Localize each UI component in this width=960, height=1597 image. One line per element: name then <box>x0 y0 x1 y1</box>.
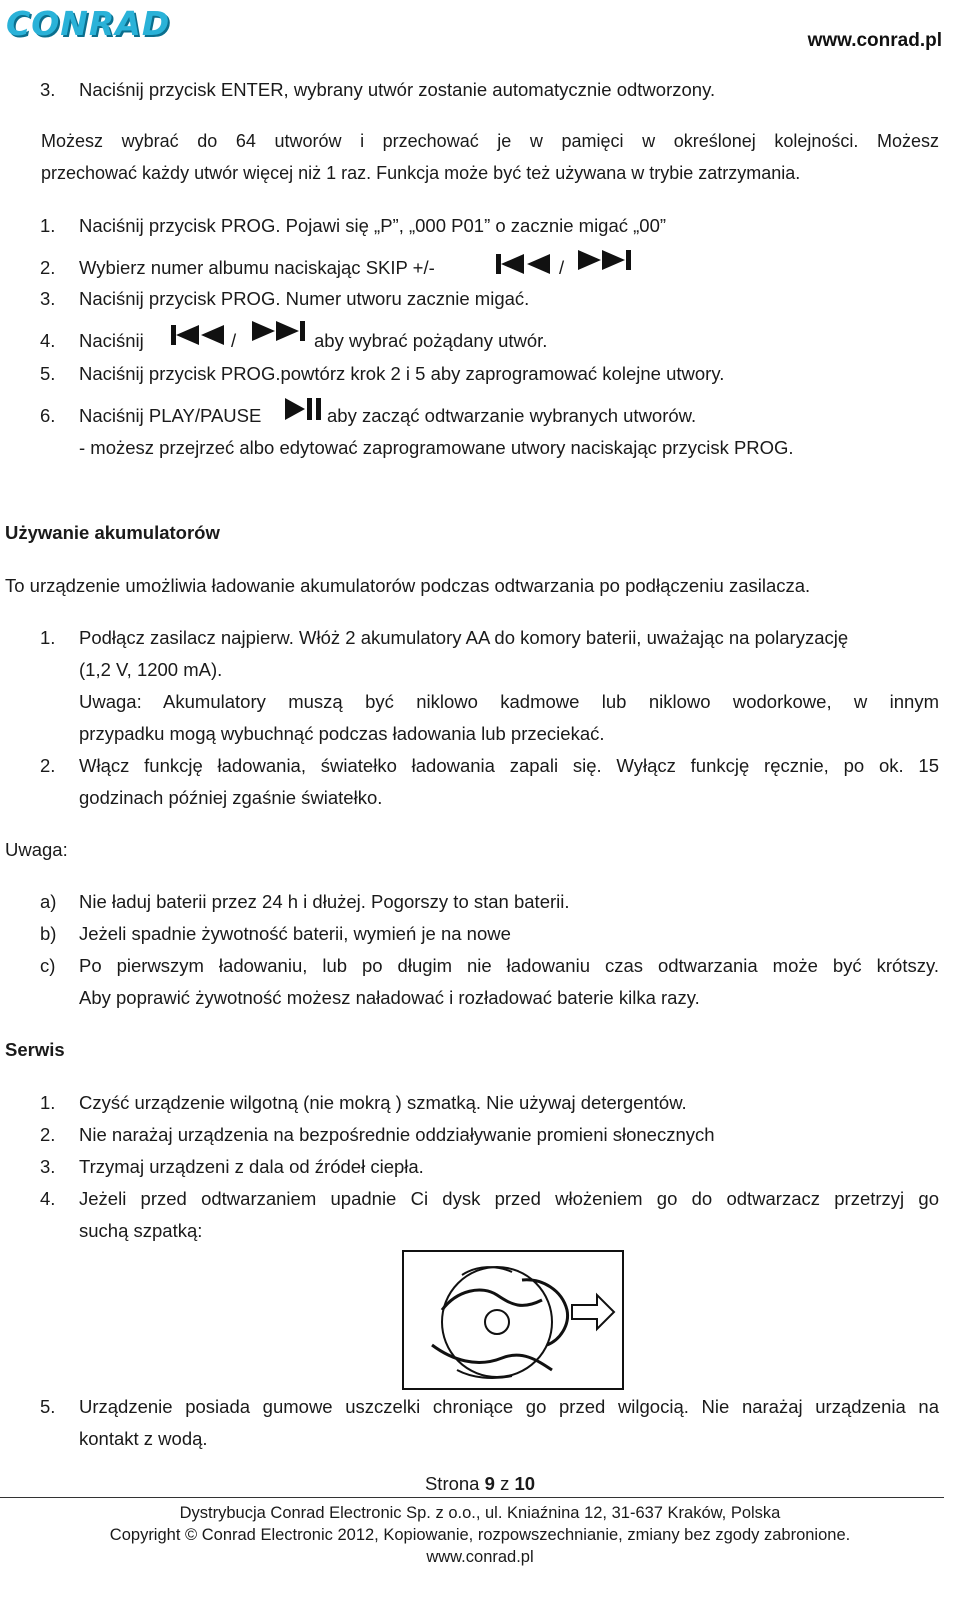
note-text: Aby poprawić żywotność możesz naładować i rozładować baterie kilka razy. <box>79 987 700 1008</box>
note-text: Nie ładuj baterii przez 24 h i dłużej. Pogorszy to stan baterii. <box>79 891 570 912</box>
section-heading: Używanie akumulatorów <box>5 522 220 543</box>
list-text: kontakt z wodą. <box>79 1428 208 1449</box>
section-heading: Serwis <box>5 1039 65 1060</box>
note-letter: c) <box>40 955 56 976</box>
step-text: Naciśnij <box>79 330 144 351</box>
step-text: Wybierz numer albumu naciskając SKIP +/- <box>79 257 435 278</box>
conrad-logo: CONRAD <box>6 4 171 43</box>
list-text: suchą szpatką: <box>79 1220 203 1241</box>
list-number: 2. <box>40 755 56 776</box>
list-number: 1. <box>40 627 56 648</box>
list-text: godzinach później zgaśnie światełko. <box>79 787 383 808</box>
list-number: 1. <box>40 1092 56 1113</box>
list-text: Nie narażaj urządzenia na bezpośrednie oddziaływanie promieni słonecznych <box>79 1124 715 1145</box>
section-intro: To urządzenie umożliwia ładowanie akumulatorów podczas odtwarzania po podłączeniu zasilacza. <box>5 575 811 596</box>
step-number: 6. <box>40 405 56 426</box>
list-text: Włącz funkcję ładowania, światełko ładowania zapali się. Wyłącz funkcję ręcznie, po ok. 15 <box>79 755 939 776</box>
step-number: 2. <box>40 257 56 278</box>
skip-back-icon <box>171 323 225 347</box>
list-text: Jeżeli przed odtwarzaniem upadnie Ci dysk przed włożeniem go do odtwarzacz przetrzyj go <box>79 1188 939 1209</box>
step-text: Naciśnij PLAY/PAUSE <box>79 405 262 426</box>
intro-line: przechować każdy utwór więcej niż 1 raz. Funkcja może być też używana w trybie zatrzymania. <box>41 163 801 183</box>
list-number: 2. <box>40 1124 56 1145</box>
footer-divider <box>0 1497 944 1498</box>
step-number: 5. <box>40 363 56 384</box>
list-number: 5. <box>40 1396 56 1417</box>
list-text: przypadku mogą wybuchnąć podczas ładowania lub przeciekać. <box>79 723 605 744</box>
separator: / <box>559 257 565 278</box>
step-number: 3. <box>40 79 56 100</box>
skip-forward-icon <box>578 248 632 272</box>
skip-back-icon <box>496 252 552 276</box>
list-text: Czyść urządzenie wilgotną (nie mokrą ) szmatką. Nie używaj detergentów. <box>79 1092 687 1113</box>
list-text: Podłącz zasilacz najpierw. Włóż 2 akumulatory AA do komory baterii, uważając na polaryzację <box>79 627 849 648</box>
list-text: Trzymaj urządzeni z dala od źródeł ciepła. <box>79 1156 424 1177</box>
footer-copyright: Copyright © Conrad Electronic 2012, Kopiowanie, rozpowszechnianie, zmiany bez zgody zabronione. <box>109 1526 851 1544</box>
step-number: 4. <box>40 330 56 351</box>
note-letter: b) <box>40 923 57 944</box>
note-text: Jeżeli spadnie żywotność baterii, wymień je na nowe <box>79 923 511 944</box>
list-text: Uwaga: Akumulatory muszą być niklowo kadmowe lub niklowo wodorkowe, w innym <box>79 691 939 712</box>
step-text: aby wybrać pożądany utwór. <box>314 330 548 351</box>
list-number: 3. <box>40 1156 56 1177</box>
step-text: aby zacząć odtwarzanie wybranych utworów. <box>327 405 697 426</box>
header-url[interactable]: www.conrad.pl <box>807 30 942 51</box>
skip-forward-icon <box>252 319 306 343</box>
list-text: Urządzenie posiada gumowe uszczelki chroniące go przed wilgocią. Nie narażaj urządzenia na <box>79 1396 939 1417</box>
program-note: - możesz przejrzeć albo edytować zaprogramowane utwory naciskając przycisk PROG. <box>79 437 794 458</box>
page-current: 9 <box>484 1473 495 1494</box>
footer-url[interactable]: www.conrad.pl <box>426 1548 534 1566</box>
footer-distributor: Dystrybucja Conrad Electronic Sp. z o.o., ul. Kniaźnina 12, 31-637 Kraków, Polska <box>179 1504 781 1522</box>
step-number: 1. <box>40 215 56 236</box>
intro-line: Możesz wybrać do 64 utworów i przechować je w pamięci w określonej kolejności. Możesz <box>41 131 939 151</box>
step-text: Naciśnij przycisk PROG. Numer utworu zacznie migać. <box>79 288 530 309</box>
note-letter: a) <box>40 891 57 912</box>
list-text: (1,2 V, 1200 mA). <box>79 659 223 680</box>
page-number <box>0 1473 960 1495</box>
step-number: 3. <box>40 288 56 309</box>
separator: / <box>231 330 237 351</box>
note-text: Po pierwszym ładowaniu, lub po długim nie ładowaniu czas odtwarzania może być krótszy. <box>79 955 939 976</box>
page-sep: z <box>500 1473 510 1494</box>
step-text: Naciśnij przycisk PROG. Pojawi się „P”, „000 P01” o zacznie migać „00” <box>79 215 667 236</box>
page-total: 10 <box>514 1473 536 1494</box>
page-label: Strona <box>424 1473 480 1494</box>
disc-cleaning-illustration <box>402 1250 624 1390</box>
step-text: Naciśnij przycisk ENTER, wybrany utwór zostanie automatycznie odtworzony. <box>79 79 716 100</box>
step-text: Naciśnij przycisk PROG.powtórz krok 2 i 5 aby zaprogramować kolejne utwory. <box>79 363 725 384</box>
note-label: Uwaga: <box>5 839 68 860</box>
list-number: 4. <box>40 1188 56 1209</box>
play-pause-icon <box>285 396 323 422</box>
